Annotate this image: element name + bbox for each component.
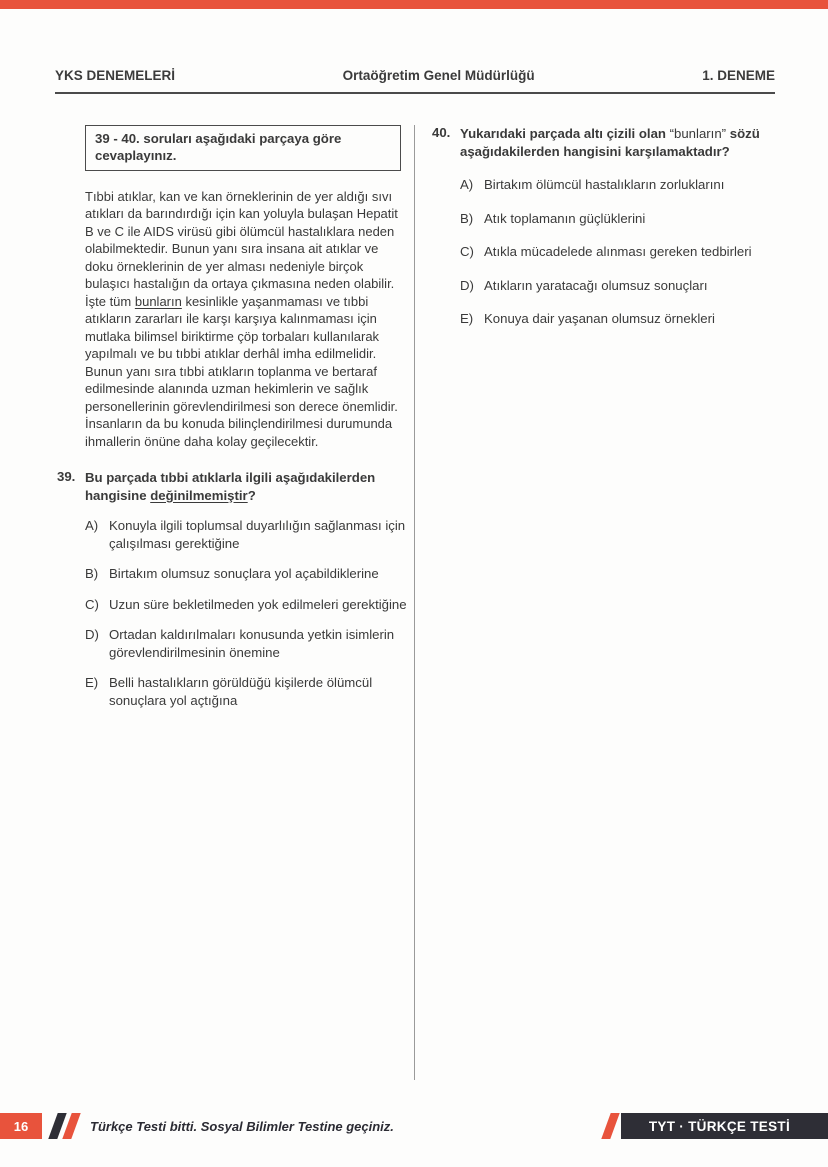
header-institution: Ortaöğretim Genel Müdürlüğü: [342, 68, 535, 83]
option-letter: E): [85, 675, 99, 691]
question-39-option-b: [85, 565, 414, 583]
option-letter: B): [85, 566, 99, 582]
option-text: Atıkla mücadelede alınması gereken tedbirleri: [484, 244, 752, 259]
header-exam-number: 1. DENEME: [702, 68, 775, 83]
option-text: Uzun süre bekletilmeden yok edilmeleri gerektiğine: [109, 596, 407, 612]
option-letter: A): [85, 518, 99, 534]
question-39-option-a: [85, 517, 414, 552]
question-39-stem-part-2: ?: [247, 487, 256, 503]
question-40-option-e: [460, 310, 790, 328]
option-text: Atık toplamanın güçlüklerini: [484, 210, 646, 226]
question-40: [432, 125, 790, 328]
page-content: [0, 125, 828, 1080]
passage-underlined-word: bunların: [134, 293, 182, 309]
option-text: Birtakım ölümcül hastalıkların zorluklarını: [484, 177, 725, 192]
question-40-option-b: [460, 210, 790, 228]
page-header: [55, 68, 775, 94]
option-letter: A): [460, 177, 474, 192]
footer-instruction: Türkçe Testi bitti. Sosyal Bilimler Testine geçiniz.: [90, 1118, 394, 1134]
question-39-stem: [85, 469, 414, 504]
question-40-body: [460, 125, 790, 328]
question-40-option-c: [460, 243, 790, 261]
option-letter: B): [460, 210, 474, 226]
option-letter: E): [460, 311, 474, 326]
question-39-stem-part-1: Bu parçada tıbbi atıklarla ilgili aşağıdakilerden hangisine: [85, 470, 376, 503]
question-40-options: [460, 176, 790, 328]
passage-part-1: Tıbbi atıklar, kan ve kan örneklerinin de yer aldığı sıvı atıkları da barındırdığı için kan yoluyla bulaşan Hepatit B ve C ile AIDS virüsü gibi ölümcül hastalıklara neden olabilmektedir. Bunun yanı sıra insana ait atıklar ve doku örneklerinin de yer alması nedeniyle birçok bulaşıcı hastalığın da ortaya çıkmasına neden olabilir. İşte tüm: [85, 188, 398, 309]
option-letter: C): [85, 596, 99, 612]
question-39: [57, 469, 414, 709]
option-text: Birtakım olumsuz sonuçlara yol açabildiklerine: [109, 566, 379, 582]
question-39-option-c: [85, 596, 414, 614]
question-40-stem-quoted-word: “bunların”: [669, 126, 727, 141]
option-text: Ortadan kaldırılmaları konusunda yetkin isimlerin görevlendirilmesinin önemine: [109, 627, 395, 660]
left-column: [57, 125, 414, 1080]
option-text: Konuya dair yaşanan olumsuz örnekleri: [484, 311, 715, 326]
option-letter: C): [460, 244, 474, 259]
instruction-box: [85, 125, 401, 171]
page-number-badge: 16: [0, 1113, 42, 1139]
question-39-option-e: [85, 674, 414, 709]
question-39-option-d: [85, 626, 414, 661]
option-text: Konuyla ilgili toplumsal duyarlılığın sağlanması için çalışılması gerektiğine: [109, 518, 406, 551]
question-40-number: 40.: [432, 125, 451, 140]
question-39-stem-underlined: değinilmemiştir: [150, 487, 248, 503]
question-39-body: [85, 469, 414, 709]
option-letter: D): [85, 627, 99, 643]
test-name-badge: TYT · TÜRKÇE TESTİ: [621, 1113, 828, 1139]
instruction-text: 39 - 40. soruları aşağıdaki parçaya göre cevaplayınız.: [95, 131, 342, 163]
right-column: [415, 125, 828, 1080]
question-39-options: [85, 517, 414, 709]
top-accent-bar: [0, 0, 828, 9]
page-footer: [0, 1113, 828, 1139]
option-text: Belli hastalıkların görüldüğü kişilerde ölümcül sonuçlara yol açtığına: [109, 675, 373, 708]
question-39-number: 39.: [57, 469, 76, 485]
question-40-stem-part-2: sözü aşağıdakilerden hangisini karşılamaktadır?: [460, 126, 760, 159]
header-series-title: YKS DENEMELERİ: [55, 68, 176, 83]
option-letter: D): [460, 277, 474, 293]
question-40-option-a: [460, 176, 790, 194]
question-40-option-d: [460, 277, 790, 295]
option-text: Atıkların yaratacağı olumsuz sonuçları: [484, 277, 708, 293]
question-40-stem: [460, 125, 790, 160]
passage-text: [85, 188, 405, 451]
passage-part-2: kesinlikle yaşanmaması ve tıbbi atıkların zararları ile karşı karşıya kalınmaması için mutlaka bilimsel biriktirme çöp torbaları kullanılarak yapılmalı ve bu tıbbi atıklar derhâl imha edilmelidir. Bunun yanı sıra tıbbi atıkların toplanma ve bertaraf edilmesinde alanında uzman hekimlerin ve sağlık personellerinin görevlendirilmesi son derece önemlidir. İnsanların da bu konuda bilinçlendirilmesi durumunda ihmallerin önüne daha kolay geçilecektir.: [85, 293, 398, 449]
question-40-stem-part-1: Yukarıdaki parçada altı çizili olan: [460, 126, 670, 141]
